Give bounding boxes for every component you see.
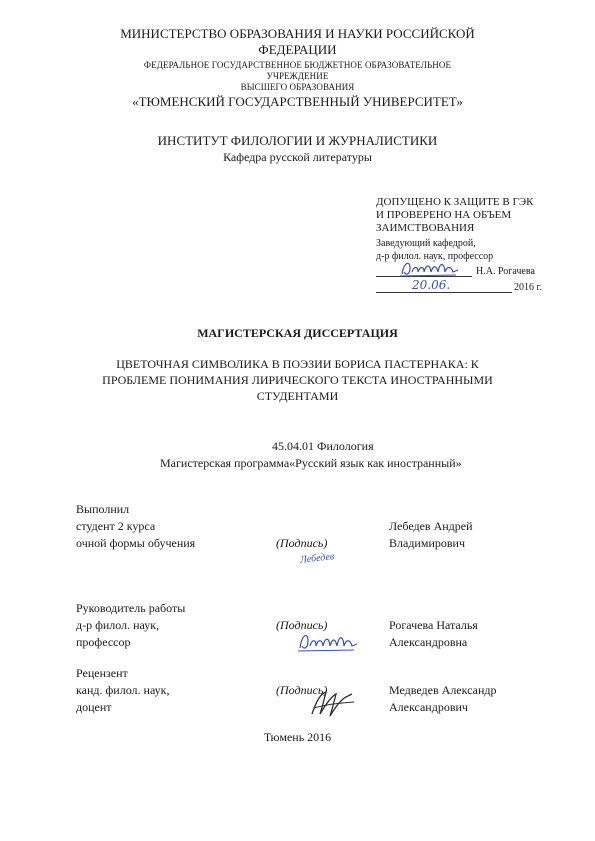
reviewer-name-2: Александрович [389,700,468,714]
author-name-2: Владимирович [389,536,465,550]
approval-degree: д-р филол. наук, профессор [376,251,494,262]
author-role-2: очной формы обучения [76,536,196,550]
reviewer-name-1: Медведев Александр [389,683,497,697]
approval-name: Н.А. Рогачева [476,266,535,277]
reviewer-signature [306,686,358,720]
ministry-line-2: ФЕДЕРАЦИИ [258,42,337,57]
author-role-1: студент 2 курса [76,519,156,533]
supervisor-role-1: д-р филол. наук, [76,618,160,632]
speciality-code: 45.04.01 Филология [272,439,374,453]
institute-name: ИНСТИТУТ ФИЛОЛОГИИ И ЖУРНАЛИСТИКИ [157,133,438,148]
supervisor-signature [296,630,360,656]
reviewer-role-2: доцент [76,700,112,714]
federal-line-1: ФЕДЕРАЛЬНОЕ ГОСУДАРСТВЕННОЕ БЮДЖЕТНОЕ ОБРАЗОВАТЕЛЬНОЕ [143,60,452,70]
approval-line-2: И ПРОВЕРЕНО НА ОБЪЕМ [376,209,512,221]
author-label: Выполнил [76,502,130,516]
program-name: Магистерская программа«Русский язык как иностранный» [160,456,462,470]
thesis-title-line-2: ПРОБЛЕМЕ ПОНИМАНИЯ ЛИРИЧЕСКОГО ТЕКСТА ИНОСТРАННЫМИ [102,373,493,387]
reviewer-role-1: канд. филол. наук, [76,683,170,697]
supervisor-label: Руководитель работы [76,601,186,615]
reviewer-signature-caption: (Подпись) [276,683,328,697]
supervisor-signature-caption: (Подпись) [276,618,328,632]
thesis-title-line-3: СТУДЕНТАМИ [256,389,339,403]
university-name: «ТЮМЕНСКИЙ ГОСУДАРСТВЕННЫЙ УНИВЕРСИТЕТ» [132,94,463,109]
approval-date-handwritten: 20.06. [412,278,451,292]
reviewer-label: Рецензент [76,666,128,680]
supervisor-name-2: Александровна [389,635,468,649]
thesis-title-line-1: ЦВЕТОЧНАЯ СИМВОЛИКА В ПОЭЗИИ БОРИСА ПАСТЕРНАКА: К [116,357,479,371]
approval-year: 2016 г. [514,282,542,293]
federal-line-3: ВЫСШЕГО ОБРАЗОВАНИЯ [240,82,355,92]
federal-line-2: УЧРЕЖДЕНИЕ [266,71,329,81]
city-year: Тюмень 2016 [263,730,332,744]
approval-line-1: ДОПУЩЕНО К ЗАЩИТЕ В ГЭК [376,196,534,208]
ministry-line-1: МИНИСТЕРСТВО ОБРАЗОВАНИЯ И НАУКИ РОССИЙСКОЙ [120,26,475,41]
author-signature-caption: (Подпись) [276,536,328,550]
author-signature: Лебедев [299,551,335,566]
approval-head: Заведующий кафедрой, [376,238,476,249]
approval-date-line [376,292,512,293]
thesis-type: МАГИСТЕРСКАЯ ДИССЕРТАЦИЯ [197,326,398,340]
approval-signature [398,258,462,280]
author-name-1: Лебедев Андрей [389,519,473,533]
supervisor-role-2: профессор [76,635,131,649]
supervisor-name-1: Рогачева Наталья [389,618,478,632]
department-name: Кафедра русской литературы [223,150,372,164]
approval-line-3: ЗАИМСТВОВАНИЯ [376,222,475,234]
